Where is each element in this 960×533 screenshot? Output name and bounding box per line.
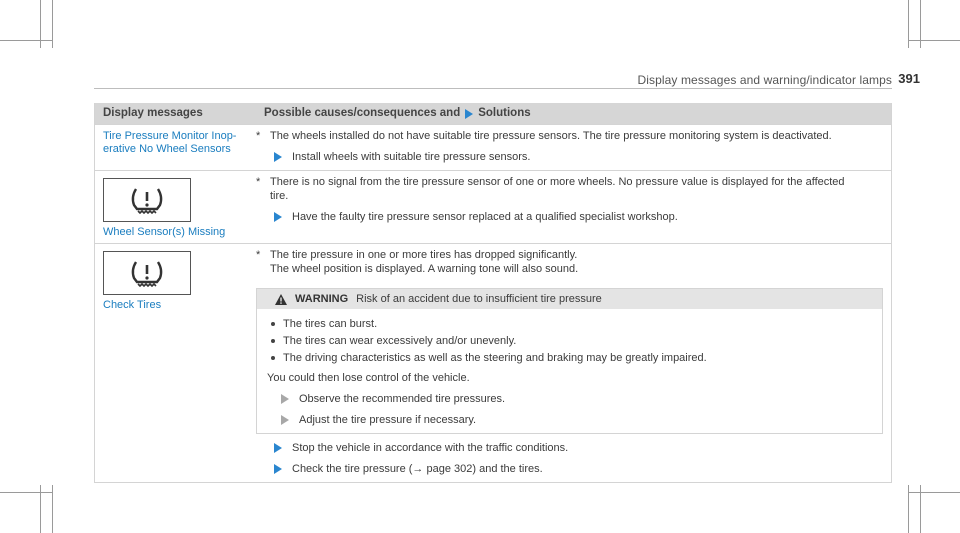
table-row [95,124,891,170]
action-item [274,462,883,476]
warning-box [256,288,883,434]
display-message: Check Tires [103,299,162,311]
display-message: Tire Pressure Monitor Inop- [103,130,237,142]
cause-text: There is no signal from the tire pressure sensor of one or more wheels. No pressure value is displayed for the affected [270,176,845,188]
play-arrow-icon [274,152,282,162]
play-arrow-icon [281,394,289,404]
action-text: Stop the vehicle in accordance with the traffic conditions. [292,442,569,454]
asterisk-marker: * [256,249,261,261]
col-header-causes-label: Possible causes/consequences and [264,107,461,119]
tire-pressure-warning-lamp-icon [103,251,191,295]
cause-text: The tire pressure in one or more tires has dropped significantly. [270,249,578,261]
col-header-messages: Display messages [103,107,203,119]
action-item [274,441,883,455]
play-arrow-icon [281,415,289,425]
list-item: The driving characteristics as well as the steering and braking may be greatly impaired. [271,351,874,365]
cause-text: tire. [270,190,289,202]
crop-mark [52,485,53,533]
crop-mark [908,492,960,493]
warning-triangle-icon [275,294,287,305]
warning-title: Risk of an accident due to insufficient tire pressure [356,293,602,305]
section-title: Display messages and warning/indicator lamps [637,73,892,87]
table-row [95,243,891,482]
display-message: Wheel Sensor(s) Missing [103,226,226,238]
cause-text: The wheels installed do not have suitable tire pressure sensors. The tire pressure monitoring system is deactivated. [270,130,832,142]
action-item [274,150,883,164]
table-header [95,103,891,124]
play-arrow-icon [274,212,282,222]
action-item [274,210,883,224]
header-rule [94,88,892,89]
action-text: Install wheels with suitable tire pressure sensors. [292,151,531,163]
action-item [281,392,874,406]
warning-label: WARNING [295,293,349,305]
list-item: The tires can burst. [271,317,874,331]
cause-text: The wheel position is displayed. A warning tone will also sound. [270,263,579,275]
col-header-causes [256,103,891,124]
list-item: The tires can wear excessively and/or unevenly. [271,334,874,348]
asterisk-marker: * [256,130,261,142]
crop-mark [52,0,53,48]
action-text: Observe the recommended tire pressures. [299,393,506,405]
tire-pressure-warning-lamp-icon [103,178,191,222]
bullet-dot [271,339,275,343]
display-messages-table [94,103,892,483]
warning-consequence: You could then lose control of the vehicle. [267,372,470,384]
crop-mark [0,492,52,493]
crop-mark [0,40,52,41]
action-text: Have the faulty tire pressure sensor replaced at a qualified specialist workshop. [292,211,678,223]
play-arrow-icon [274,464,282,474]
display-message: erative No Wheel Sensors [103,143,231,155]
page-number: 391 [898,71,920,86]
asterisk-marker: * [256,176,261,188]
action-item [281,413,874,427]
col-header-solutions-label: Solutions [478,107,531,119]
bullet-dot [271,322,275,326]
play-arrow-icon [274,443,282,453]
bullet-dot [271,356,275,360]
action-text: Check the tire pressure (→ page 302) and the tires. [292,463,543,475]
action-text: Adjust the tire pressure if necessary. [299,414,477,426]
play-arrow-icon [465,109,473,119]
crop-mark [908,40,960,41]
warning-header [257,289,882,309]
table-row [95,170,891,243]
